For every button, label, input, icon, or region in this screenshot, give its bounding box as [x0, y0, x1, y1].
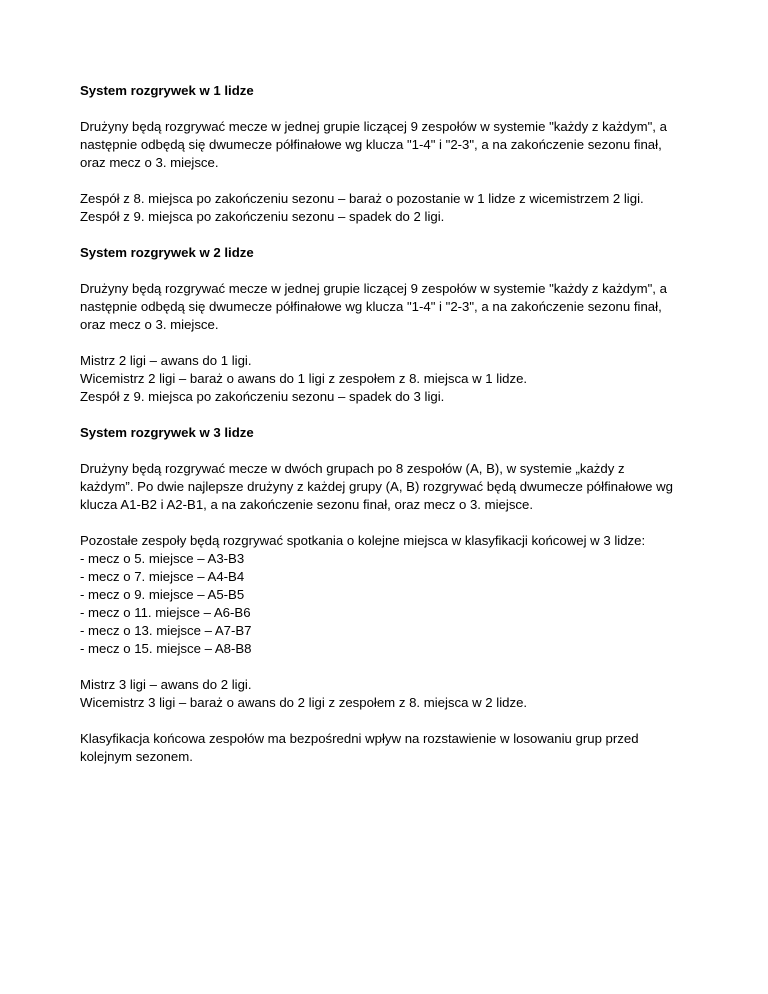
- section-heading: System rozgrywek w 2 lidze: [80, 245, 254, 260]
- list-item: - mecz o 7. miejsce – A4-B4: [80, 569, 245, 584]
- text-line: Mistrz 2 ligi – awans do 1 ligi.: [80, 353, 252, 368]
- text-line: Drużyny będą rozgrywać mecze w jednej grupie liczącej 9 zespołów w systemie "każdy z każdym", a: [80, 119, 667, 134]
- paragraph: [80, 532, 700, 658]
- text-line: następnie odbędą się dwumecze półfinałowe wg klucza "1-4" i "2-3", a na zakończenie sezonu finał,: [80, 299, 662, 314]
- paragraph: [80, 280, 700, 334]
- text-line: klucza A1-B2 i A2-B1, a na zakończenie sezonu finał, oraz mecz o 3. miejsce.: [80, 497, 534, 512]
- text-line: Mistrz 3 ligi – awans do 2 ligi.: [80, 677, 252, 692]
- text-line: następnie odbędą się dwumecze półfinałowe wg klucza "1-4" i "2-3", a na zakończenie sezonu finał,: [80, 137, 662, 152]
- paragraph: [80, 352, 700, 406]
- text-line: Klasyfikacja końcowa zespołów ma bezpośredni wpływ na rozstawienie w losowaniu grup przed: [80, 731, 639, 746]
- section-liga-3: [80, 424, 700, 766]
- list-item: - mecz o 15. miejsce – A8-B8: [80, 641, 252, 656]
- list-item: - mecz o 5. miejsce – A3-B3: [80, 551, 245, 566]
- text-line: Wicemistrz 3 ligi – baraż o awans do 2 ligi z zespołem z 8. miejsca w 2 lidze.: [80, 695, 528, 710]
- paragraph: [80, 118, 700, 172]
- paragraph: [80, 676, 700, 712]
- text-line: Drużyny będą rozgrywać mecze w jednej grupie liczącej 9 zespołów w systemie "każdy z każdym", a: [80, 281, 667, 296]
- paragraph: [80, 460, 700, 514]
- section-liga-1: [80, 82, 700, 226]
- text-line: oraz mecz o 3. miejsce.: [80, 155, 219, 170]
- text-line: kolejnym sezonem.: [80, 749, 193, 764]
- list-item: - mecz o 9. miejsce – A5-B5: [80, 587, 245, 602]
- paragraph: [80, 730, 700, 766]
- text-line: Pozostałe zespoły będą rozgrywać spotkania o kolejne miejsca w klasyfikacji końcowej w 3 lidze:: [80, 533, 646, 548]
- text-line: Zespół z 9. miejsca po zakończeniu sezonu – spadek do 3 ligi.: [80, 389, 445, 404]
- text-line: oraz mecz o 3. miejsce.: [80, 317, 219, 332]
- paragraph: [80, 190, 700, 226]
- text-line: Zespół z 9. miejsca po zakończeniu sezonu – spadek do 2 ligi.: [80, 209, 445, 224]
- section-heading: System rozgrywek w 1 lidze: [80, 83, 254, 98]
- section-heading: System rozgrywek w 3 lidze: [80, 425, 254, 440]
- text-line: Zespół z 8. miejsca po zakończeniu sezonu – baraż o pozostanie w 1 lidze z wicemistrzem 2 ligi.: [80, 191, 644, 206]
- list-item: - mecz o 13. miejsce – A7-B7: [80, 623, 252, 638]
- text-line: Wicemistrz 2 ligi – baraż o awans do 1 ligi z zespołem z 8. miejsca w 1 lidze.: [80, 371, 528, 386]
- text-line: każdym”. Po dwie najlepsze drużyny z każdej grupy (A, B) rozgrywać będą dwumecze półfinałowe wg: [80, 479, 673, 494]
- section-liga-2: [80, 244, 700, 406]
- document-page: [80, 82, 700, 784]
- list-item: - mecz o 11. miejsce – A6-B6: [80, 605, 251, 620]
- text-line: Drużyny będą rozgrywać mecze w dwóch grupach po 8 zespołów (A, B), w systemie „każdy z: [80, 461, 625, 476]
